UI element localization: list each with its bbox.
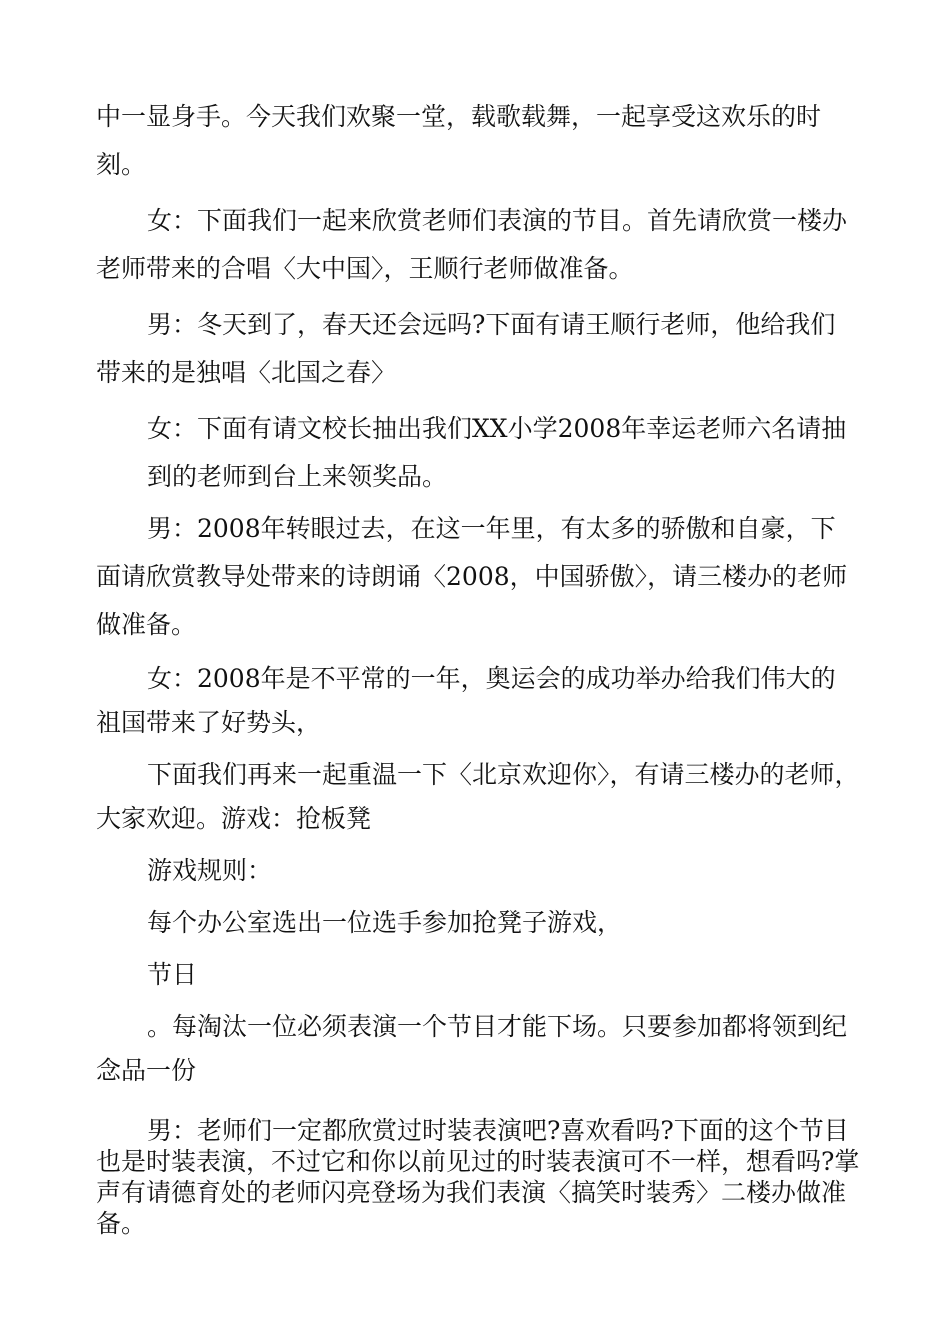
paragraph-9: 游戏规则： (147, 856, 273, 885)
paragraph-2: 女：下面我们一起来欣赏老师们表演的节目。首先请欣赏一楼办老师带来的合唱〈大中国〉，王顺行老师做准备。 (96, 206, 848, 283)
paragraph-3: 男：冬天到了，春天还会远吗?下面有请王顺行老师，他给我们带来的是独唱〈北国之春〉 (96, 310, 836, 387)
paragraph-7: 女：2008年是不平常的一年，奥运会的成功举办给我们伟大的祖国带来了好势头， (96, 664, 836, 737)
paragraph-6: 男：2008年转眼过去，在这一年里，有太多的骄傲和自豪，下面请欣赏教导处带来的诗朗诵〈2008，中国骄傲〉，请三楼办的老师做准备。 (96, 514, 848, 639)
paragraph-12: 。每淘汰一位必须表演一个节目才能下场。只要参加都将领到纪念品一份 (96, 1012, 848, 1085)
paragraph-1: 中一显身手。今天我们欢聚一堂，载歌载舞，一起享受这欢乐的时刻。 (96, 102, 822, 179)
paragraph-5: 到的老师到台上来领奖品。 (147, 462, 448, 491)
paragraph-11: 节日 (147, 960, 198, 989)
paragraph-13: 男：老师们一定都欣赏过时装表演吧?喜欢看吗?下面的这个节目也是时装表演，不过它和你以前见过的时装表演可不一样，想看吗?掌声有请德育处的老师闪亮登场为我们表演〈搞笑时装秀〉二楼办做准备。 (96, 1116, 860, 1238)
paragraph-8: 下面我们再来一起重温一下〈北京欢迎你〉，有请三楼办的老师，大家欢迎。游戏：抢板凳 (96, 760, 860, 833)
paragraph-10: 每个办公室选出一位选手参加抢凳子游戏， (147, 908, 623, 937)
paragraph-4: 女：下面有请文校长抽出我们XX小学2008年幸运老师六名请抽 (147, 414, 847, 443)
